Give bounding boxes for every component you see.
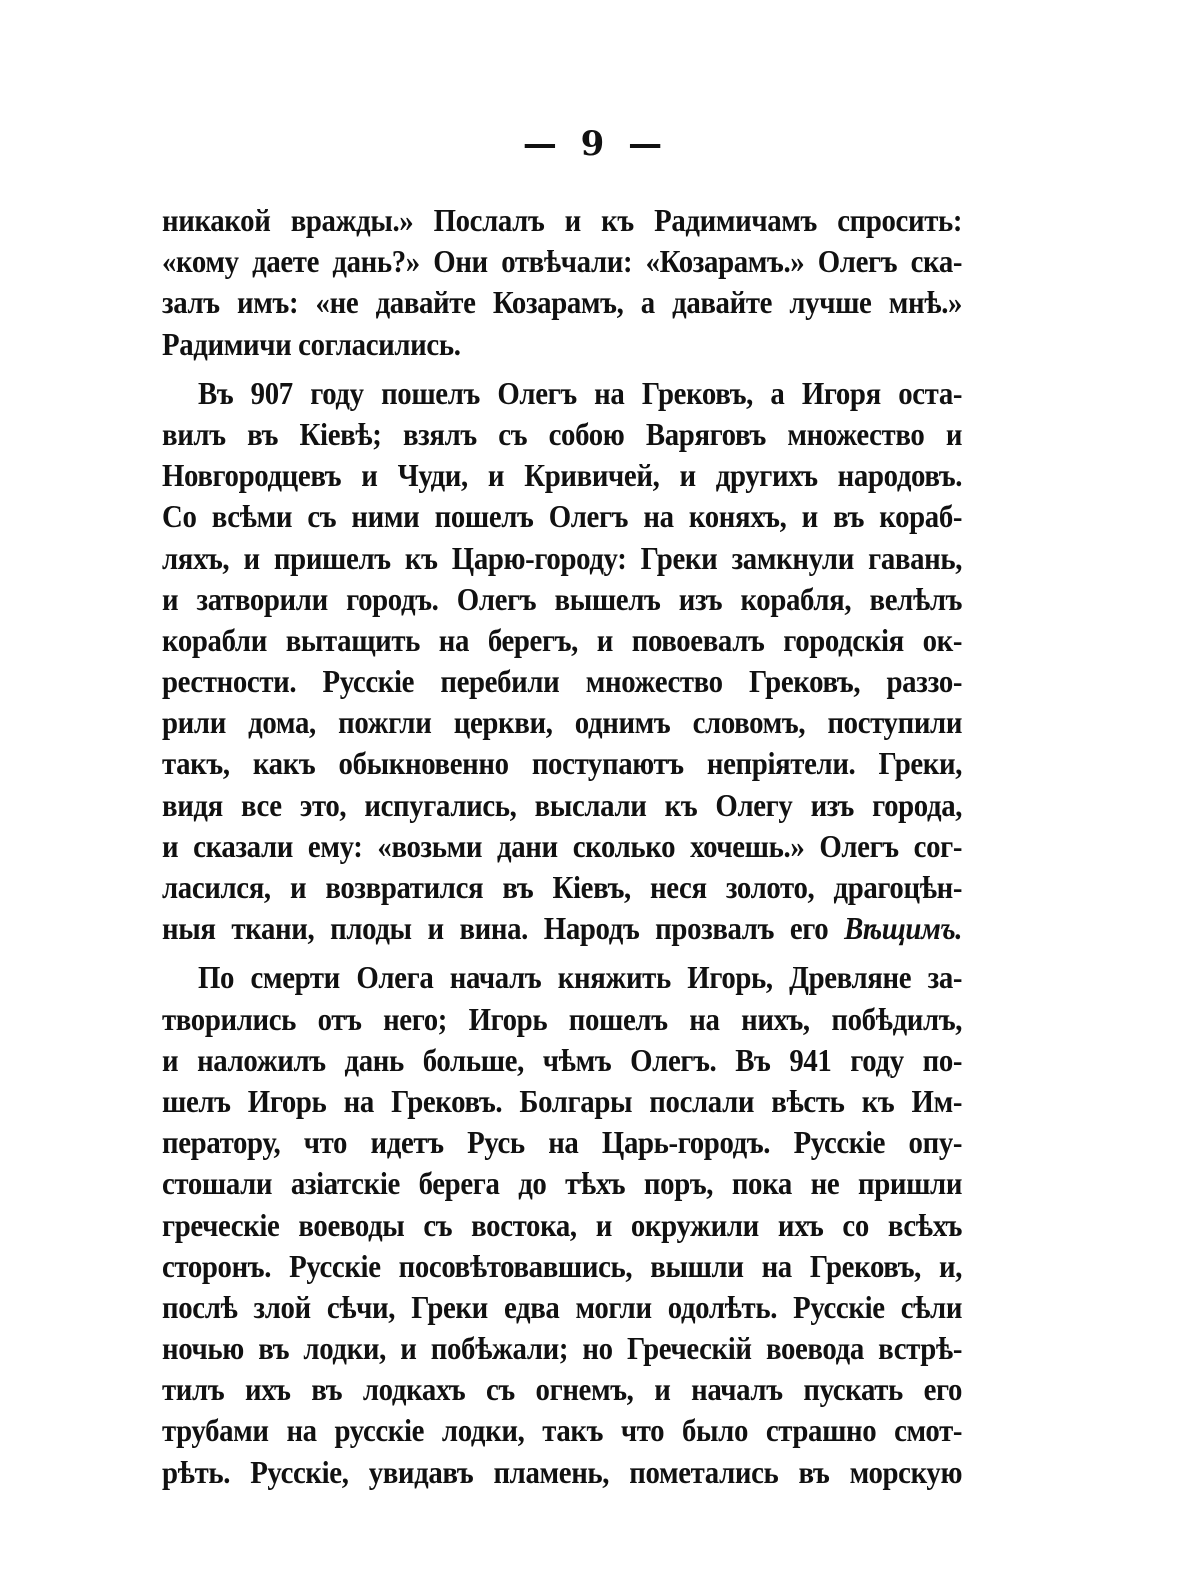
text-line: видя все это, испугались, выслали къ Олегу изъ города, [162, 786, 963, 823]
text-line: Въ 907 году пошелъ Олегъ на Грековъ, а Игоря оста- [198, 374, 963, 411]
page-number: — 9 — [522, 124, 669, 164]
text-line: такъ, какъ обыкновенно поступаютъ непріятели. Греки, [162, 745, 963, 782]
text-line: По смерти Олега началъ княжить Игорь, Древляне за- [198, 959, 963, 996]
text-line: «кому даете дань?» Они отвѣчали: «Козарамъ.» Олегъ ска- [162, 243, 963, 280]
text-line: Со всѣми съ ними пошелъ Олегъ на коняхъ, и въ кораб- [162, 498, 963, 535]
text-line: послѣ злой сѣчи, Греки едва могли одолѣть. Русскіе сѣли [162, 1288, 963, 1325]
text-line: стошали азіатскіе берега до тѣхъ поръ, пока не пришли [162, 1165, 963, 1202]
text-line: трубами на русскіе лодки, такъ что было страшно смот- [162, 1412, 963, 1449]
text-line: никакой вражды.» Послалъ и къ Радимичамъ спросить: [162, 202, 963, 238]
text-line: рили дома, пожгли церкви, однимъ словомъ, поступили [162, 704, 963, 741]
text-line: Новгородцевъ и Чуди, и Кривичей, и другихъ народовъ. [162, 457, 963, 494]
text-line: Радимичи согласились. [162, 325, 461, 362]
emphasized-word: Вѣщимъ. [844, 910, 963, 947]
text-line-main: ныя ткани, плоды и вина. Народъ прозвалъ его [162, 910, 829, 947]
text-line: сторонъ. Русскіе посовѣтовавшись, вышли на Грековъ, и, [162, 1247, 963, 1284]
text-line: ночью въ лодки, и побѣжали; но Греческій воевода встрѣ- [162, 1330, 963, 1367]
text-line: творились отъ него; Игорь пошелъ на нихъ, побѣдилъ, [162, 1000, 963, 1037]
text-line: и затворили городъ. Олегъ вышелъ изъ корабля, велѣлъ [162, 580, 963, 617]
body-text [162, 200, 962, 1493]
text-line: ласился, и возвратился въ Кіевъ, неся золото, драгоцѣн- [162, 869, 963, 905]
text-line: рестности. Русскіе перебили множество Грековъ, раззо- [162, 663, 963, 700]
text-line: греческіе воеводы съ востока, и окружили ихъ со всѣхъ [162, 1206, 963, 1243]
text-line: корабли вытащить на берегъ, и повоевалъ городскія ок- [162, 621, 963, 658]
paragraph-gap [162, 365, 962, 373]
text-line: шелъ Игорь на Грековъ. Болгары послали вѣсть къ Им- [162, 1082, 963, 1119]
text-line-with-emphasis [162, 908, 962, 949]
text-line: залъ имъ: «не давайте Козарамъ, а давайте лучше мнѣ.» [162, 284, 963, 321]
text-line: и сказали ему: «возьми дани сколько хочешь.» Олегъ сог- [162, 827, 963, 864]
text-line: тилъ ихъ въ лодкахъ съ огнемъ, и началъ пускать его [162, 1371, 963, 1408]
text-line: ператору, что идетъ Русь на Царь-городъ. Русскіе опу- [162, 1124, 963, 1161]
text-line: вилъ въ Кіевѣ; взялъ съ собою Варяговъ множество и [162, 415, 963, 452]
text-line: и наложилъ дань больше, чѣмъ Олегъ. Въ 941 году по- [162, 1041, 963, 1078]
paragraph-gap [162, 949, 962, 957]
text-line: ляхъ, и пришелъ къ Царю-городу: Греки замкнули гавань, [162, 539, 963, 576]
text-line: рѣть. Русскіе, увидавъ пламень, пометались въ морскую [162, 1453, 963, 1490]
